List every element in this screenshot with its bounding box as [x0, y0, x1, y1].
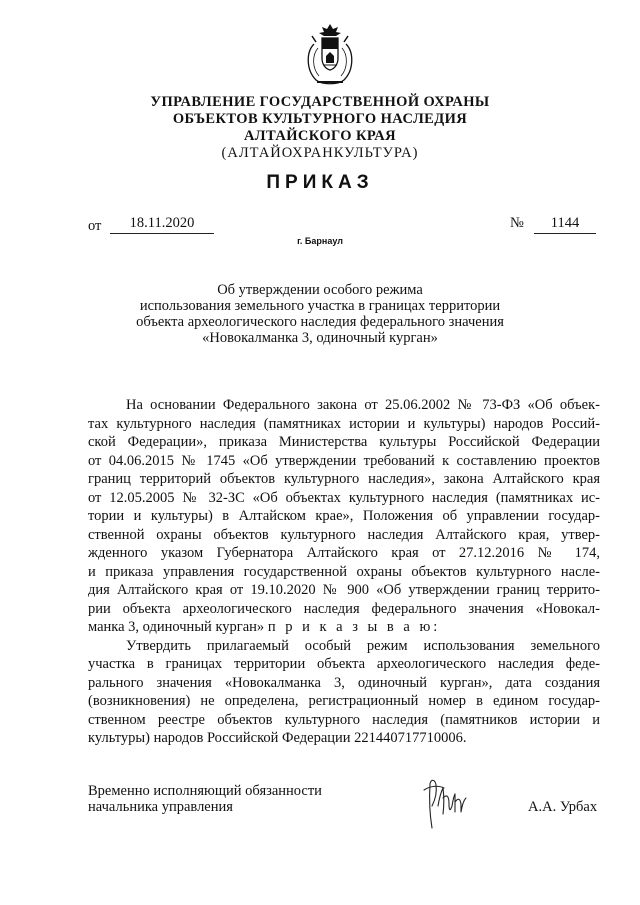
handwritten-signature: [418, 776, 474, 830]
document-body: [88, 396, 600, 748]
document-date: 18.11.2020: [110, 215, 214, 234]
body-line: тах культурного наследия (памятниках истории и культуры) народов Россий-: [88, 415, 600, 432]
body-line: (возникновения) не определена, регистрационный номер в едином государ-: [88, 693, 600, 709]
body-line: границ территорий объектов культурного наследия», закона Алтайского края: [88, 471, 600, 487]
body-line: культуры) народов Российской Федерации 221440717710006.: [88, 730, 467, 746]
body-line: от 12.05.2005 № 32-ЗС «Об объектах культурного наследия (памятниках ис-: [88, 489, 600, 506]
subject-line: «Новокалманка 3, одиночный курган»: [202, 330, 438, 346]
subject-line: Об утверждении особого режима: [217, 282, 423, 298]
signatory-position-line: начальника управления: [88, 799, 233, 815]
body-line: дия Алтайского края от 19.10.2020 № 900 «Об утверждении границ террито-: [88, 582, 600, 598]
organization-name-line: ОБЪЕКТОВ КУЛЬТУРНОГО НАСЛЕДИЯ: [172, 111, 468, 127]
body-line: На основании Федерального закона от 25.06.2002 № 73-ФЗ «Об объек-: [126, 397, 600, 413]
organization-short-name: (АЛТАЙОХРАНКУЛЬТУРА): [221, 145, 419, 161]
body-line: ской Федерации», приказа Министерства культуры Российской Федерации: [88, 434, 600, 450]
altai-krai-coat-of-arms-icon: [300, 22, 360, 90]
subject-line: объекта археологического наследия федерального значения: [136, 314, 504, 330]
subject-line: использования земельного участка в границах территории: [139, 298, 501, 314]
body-line: жденного указом Губернатора Алтайского края от 27.12.2016 № 174,: [88, 545, 600, 561]
body-line: [88, 618, 600, 637]
body-line: ственном реестре объектов культурного наследия (памятников истории и: [88, 711, 600, 728]
body-line: участка в границах территории объекта археологического наследия феде-: [88, 656, 600, 672]
document-type-title: ПРИКАЗ: [266, 172, 374, 193]
document-number: 1144: [534, 215, 596, 234]
body-line: рии объекта археологического наследия федерального значения «Новокал-: [88, 600, 600, 617]
organization-name-line: АЛТАЙСКОГО КРАЯ: [243, 128, 397, 144]
body-line-text: манка 3, одиночный курган»: [88, 619, 265, 635]
body-line: тории и культуры) в Алтайском крае», Положения об управлении государ-: [88, 508, 600, 524]
order-word: п р и к а з ы в а ю:: [267, 619, 441, 635]
document-city: г. Барнаул: [297, 236, 343, 246]
organization-name-line: УПРАВЛЕНИЕ ГОСУДАРСТВЕННОЙ ОХРАНЫ: [150, 94, 490, 110]
document-subject: [0, 282, 640, 346]
signatory-position: [88, 783, 322, 815]
body-line: рального значения «Новокалманка 3, одиночный курган», дата создания: [88, 674, 600, 691]
date-prefix: от: [88, 218, 102, 234]
body-line: Утвердить прилагаемый особый режим использования земельного: [126, 637, 600, 654]
body-line: ственной охраны объектов культурного наследия Алтайского края, утвер-: [88, 526, 600, 543]
number-prefix: №: [510, 215, 524, 231]
body-line: и приказа управления государственной охраны объектов культурного насле-: [88, 563, 600, 580]
body-line: от 04.06.2015 № 1745 «Об утверждении требований к составлению проектов: [88, 452, 600, 469]
signatory-name: А.А. Урбах: [528, 799, 598, 815]
signatory-position-line: Временно исполняющий обязанности: [88, 783, 322, 799]
